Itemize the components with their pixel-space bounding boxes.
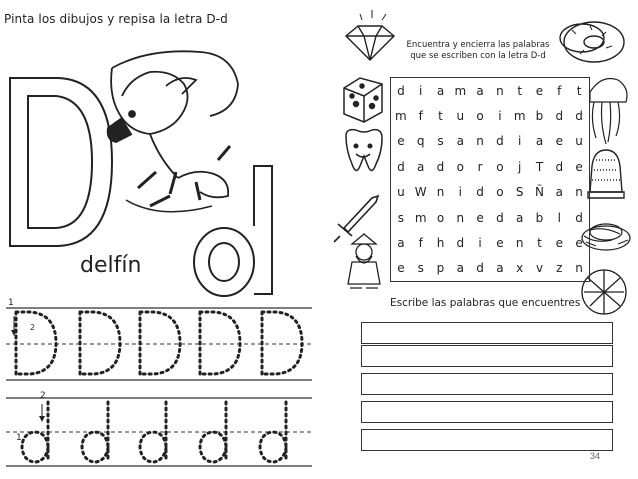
grid-cell[interactable]: s — [417, 261, 424, 276]
grid-cell[interactable]: o — [496, 185, 504, 200]
page-number: 34 — [590, 451, 601, 461]
dolphin-icon — [108, 51, 238, 211]
grid-cell[interactable]: e — [496, 235, 504, 250]
grid-cell[interactable]: m — [454, 83, 467, 98]
answer-line-3[interactable] — [361, 373, 613, 395]
grid-cell[interactable]: a — [456, 261, 464, 276]
grid-cell[interactable]: n — [436, 185, 445, 200]
grid-cell[interactable]: e — [555, 235, 563, 250]
dwarf-icon — [348, 234, 380, 288]
grid-cell[interactable]: t — [517, 83, 523, 98]
grid-cell[interactable]: v — [535, 261, 544, 276]
grid-cell[interactable]: p — [436, 261, 445, 276]
grid-cell[interactable]: f — [418, 235, 423, 250]
svg-text:2: 2 — [40, 391, 46, 401]
wordsearch-instructions: Encuentra y encierra las palabras que se escriben con la letra D-d — [406, 40, 550, 61]
grid-cell[interactable]: a — [496, 261, 504, 276]
grid-cell[interactable]: d — [397, 83, 405, 98]
svg-text:1: 1 — [8, 298, 14, 308]
grid-cell[interactable]: d — [575, 109, 583, 124]
big-lowercase-d-outline — [194, 166, 272, 296]
grid-cell[interactable]: a — [555, 185, 563, 200]
grid-cell[interactable]: s — [437, 134, 444, 149]
grid-cell[interactable]: h — [436, 235, 445, 250]
answer-line-2[interactable] — [361, 345, 613, 367]
grid-cell[interactable]: o — [476, 109, 484, 124]
grid-cell[interactable]: e — [397, 134, 405, 149]
answer-line-4[interactable] — [361, 401, 613, 423]
grid-cell[interactable]: d — [476, 261, 484, 276]
grid-cell[interactable]: b — [535, 109, 544, 124]
grid-cell[interactable]: n — [476, 134, 484, 149]
grid-cell[interactable]: i — [498, 109, 502, 124]
tracing-row-capital — [6, 298, 312, 380]
grid-cell[interactable]: f — [557, 83, 562, 98]
grid-cell[interactable]: a — [397, 235, 405, 250]
grid-cell[interactable]: x — [516, 261, 524, 276]
grid-cell[interactable]: a — [417, 159, 425, 174]
worksheet-title: Pinta los dibujos y repisa la letra D-d — [4, 12, 228, 26]
grid-cell[interactable]: o — [496, 159, 504, 174]
grid-cell[interactable]: n — [575, 185, 583, 200]
grid-cell[interactable]: e — [476, 210, 484, 225]
answer-line-1[interactable] — [361, 322, 613, 344]
answer-line-5[interactable] — [361, 429, 613, 451]
grid-cell[interactable]: n — [496, 83, 504, 98]
grid-cell[interactable]: d — [397, 159, 405, 174]
grid-cell[interactable]: n — [456, 210, 465, 225]
grid-cell[interactable]: d — [476, 185, 484, 200]
sword-icon — [334, 196, 378, 242]
grid-cell[interactable]: d — [496, 210, 504, 225]
svg-text:1: 1 — [16, 433, 22, 443]
grid-cell[interactable]: d — [496, 134, 504, 149]
grid-cell[interactable]: u — [397, 185, 405, 200]
grid-cell[interactable]: Ñ — [535, 185, 544, 200]
grid-cell[interactable]: e — [575, 235, 583, 250]
thimble-icon — [588, 150, 624, 198]
grid-cell[interactable]: t — [438, 109, 443, 124]
grid-cell[interactable]: f — [418, 109, 423, 124]
grid-cell[interactable]: b — [535, 210, 544, 225]
grid-cell[interactable]: n — [515, 235, 524, 250]
grid-cell[interactable]: j — [518, 159, 522, 174]
grid-cell[interactable]: e — [575, 159, 583, 174]
grid-cell[interactable]: d — [555, 109, 564, 124]
grid-cell[interactable]: s — [397, 210, 405, 225]
grid-cell[interactable]: u — [456, 109, 465, 124]
grid-cell[interactable]: m — [395, 109, 407, 124]
grid-cell[interactable]: a — [476, 83, 484, 98]
grid-cell[interactable]: a — [456, 134, 464, 149]
grid-cell[interactable]: d — [575, 210, 583, 225]
grid-cell[interactable]: l — [557, 210, 561, 225]
donut-icon — [560, 22, 624, 62]
grid-cell[interactable]: t — [576, 83, 582, 98]
svg-text:2: 2 — [30, 323, 36, 332]
grid-cell[interactable]: n — [575, 261, 583, 276]
grid-cell[interactable]: z — [556, 261, 563, 276]
grid-cell[interactable]: i — [419, 83, 423, 98]
grid-cell[interactable]: t — [537, 235, 542, 250]
grid-cell[interactable]: a — [535, 134, 544, 149]
grid-cell[interactable]: r — [477, 159, 483, 174]
jellyfish-icon — [590, 79, 627, 145]
grid-cell[interactable]: i — [458, 185, 462, 200]
grid-cell[interactable]: m — [513, 109, 526, 124]
grid-cell[interactable]: i — [478, 235, 482, 250]
diamond-icon — [346, 10, 394, 60]
grid-cell[interactable]: d — [436, 159, 445, 174]
big-capital-d-outline — [10, 78, 112, 246]
grid-cell[interactable]: e — [535, 83, 544, 98]
grid-cell[interactable]: e — [397, 261, 405, 276]
word-label: delfín — [80, 253, 142, 278]
grid-cell[interactable]: e — [555, 134, 563, 149]
grid-cell[interactable]: d — [555, 159, 564, 174]
grid-cell[interactable]: a — [436, 83, 445, 98]
grid-cell[interactable]: o — [436, 210, 445, 225]
grid-cell[interactable]: u — [575, 134, 583, 149]
grid-cell[interactable]: o — [456, 159, 464, 174]
grid-cell[interactable]: a — [516, 210, 524, 225]
grid-cell[interactable]: q — [416, 134, 425, 149]
answers-label: Escribe las palabras que encuentres — [390, 297, 581, 309]
tooth-icon — [346, 130, 382, 171]
dice-icon — [344, 78, 382, 122]
grid-cell[interactable]: S — [515, 185, 524, 200]
tracing-row-lowercase — [6, 391, 312, 466]
grid-cell[interactable]: i — [518, 134, 522, 149]
wordsearch-grid — [390, 77, 590, 282]
grid-cell[interactable]: d — [456, 235, 465, 250]
grid-cell[interactable]: W — [414, 185, 427, 200]
grid-cell[interactable]: m — [414, 210, 427, 225]
grid-cell[interactable]: T — [535, 159, 544, 174]
